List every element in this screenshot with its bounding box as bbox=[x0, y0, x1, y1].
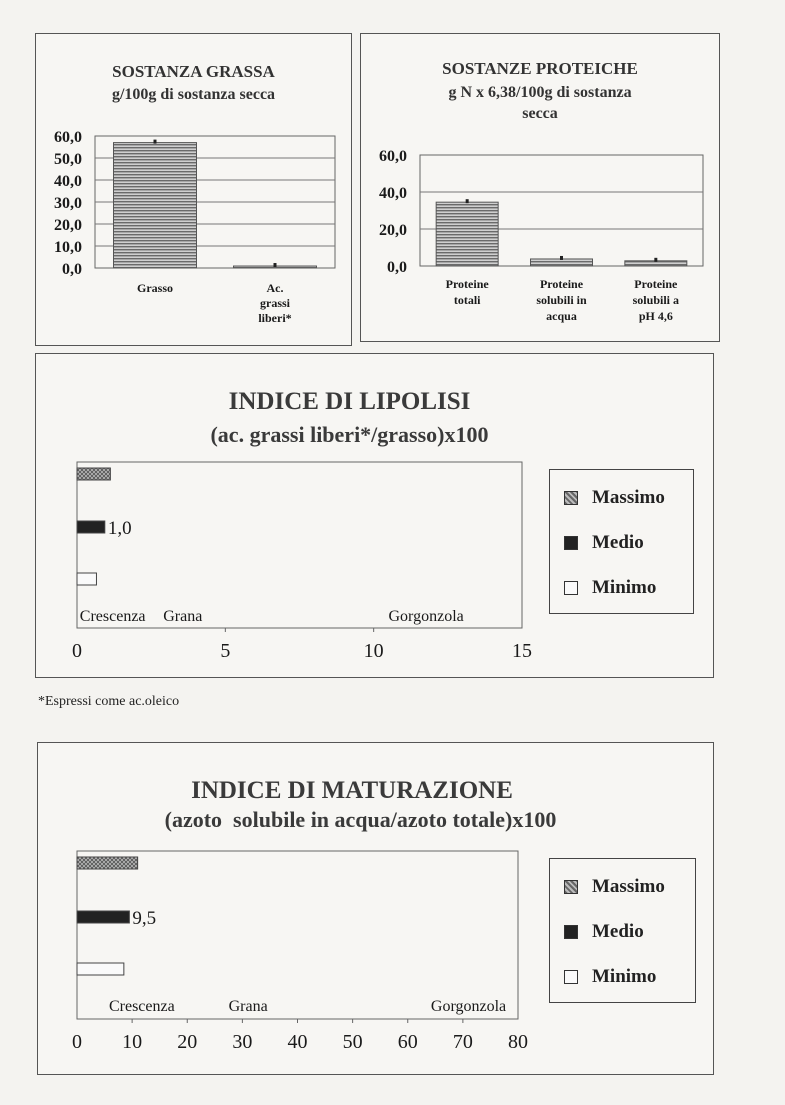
swatch-medio bbox=[564, 925, 578, 939]
legend bbox=[549, 469, 694, 614]
legend-label: Medio bbox=[592, 532, 644, 553]
x-tick-label: 70 bbox=[452, 1031, 473, 1053]
legend-label: Medio bbox=[592, 921, 644, 942]
chart-subtitle: (azoto solubile in acqua/azoto totale)x100 bbox=[164, 807, 557, 832]
y-tick-label: 10,0 bbox=[54, 239, 82, 256]
chart-subtitle: (ac. grassi liberi*/grasso)x100 bbox=[210, 422, 489, 447]
x-tick-label: Ac. bbox=[266, 281, 284, 295]
legend-label: Massimo bbox=[592, 487, 665, 508]
category-annotation: Crescenza bbox=[108, 998, 175, 1015]
legend-label: Massimo bbox=[592, 876, 665, 897]
swatch-massimo bbox=[564, 491, 578, 505]
x-tick-label: Proteine bbox=[445, 277, 489, 291]
y-tick-label: 30,0 bbox=[54, 195, 82, 212]
legend-item-medio bbox=[564, 532, 644, 554]
chart-title: SOSTANZE PROTEICHE bbox=[442, 59, 638, 78]
x-tick-label: 50 bbox=[342, 1031, 363, 1053]
x-tick-label: 20 bbox=[177, 1031, 198, 1053]
chart-panel-indice-lipolisi bbox=[35, 353, 714, 678]
x-tick-label: liberi* bbox=[258, 311, 292, 325]
x-tick-label: solubili a bbox=[632, 293, 680, 307]
y-tick-label: 40,0 bbox=[54, 173, 82, 190]
swatch-medio bbox=[564, 536, 578, 550]
x-tick-label: 10 bbox=[363, 640, 384, 662]
x-tick-label: Proteine bbox=[539, 277, 584, 291]
x-tick-label: solubili in bbox=[536, 293, 587, 307]
x-tick-label: 5 bbox=[220, 640, 231, 662]
x-tick-label: Grasso bbox=[137, 281, 173, 295]
chart-panel-sostanza-grassa bbox=[35, 33, 352, 346]
legend-item-minimo bbox=[564, 577, 656, 599]
x-tick-label: 15 bbox=[512, 640, 532, 662]
swatch-minimo bbox=[564, 581, 578, 595]
x-tick-label: 0 bbox=[72, 640, 82, 662]
legend-label: Minimo bbox=[592, 966, 657, 987]
y-tick-label: 60,0 bbox=[379, 148, 407, 165]
chart-title: SOSTANZA GRASSA bbox=[112, 62, 275, 81]
y-tick-label: 50,0 bbox=[54, 151, 82, 168]
data-label: 9,5 bbox=[132, 908, 157, 929]
category-annotation: Gorgonzola bbox=[430, 998, 507, 1015]
legend-label: Minimo bbox=[592, 577, 657, 598]
legend-item-minimo bbox=[564, 966, 656, 988]
y-tick-label: 20,0 bbox=[379, 222, 407, 239]
legend-item-massimo bbox=[564, 876, 665, 898]
data-label: 1,0 bbox=[107, 518, 132, 539]
legend-item-massimo bbox=[564, 487, 665, 509]
x-tick-label: 80 bbox=[508, 1031, 528, 1053]
x-tick-label: 10 bbox=[122, 1031, 143, 1053]
y-tick-label: 0,0 bbox=[387, 259, 407, 276]
x-tick-label: acqua bbox=[546, 309, 577, 323]
x-tick-label: pH 4,6 bbox=[638, 309, 673, 323]
y-tick-label: 40,0 bbox=[379, 185, 407, 202]
x-tick-label: grassi bbox=[260, 296, 290, 310]
category-annotation: Grana bbox=[163, 608, 203, 625]
chart-panel-indice-maturazione bbox=[37, 742, 714, 1075]
footnote: *Espressi come ac.oleico bbox=[38, 694, 180, 709]
x-tick-label: 0 bbox=[72, 1031, 82, 1053]
chart-panel-sostanze-proteiche bbox=[360, 33, 720, 342]
category-annotation: Crescenza bbox=[79, 608, 146, 625]
x-tick-label: 60 bbox=[397, 1031, 418, 1053]
chart-title: INDICE DI LIPOLISI bbox=[228, 388, 471, 415]
x-tick-label: Proteine bbox=[634, 277, 678, 291]
x-tick-label: 30 bbox=[232, 1031, 253, 1053]
x-tick-label: totali bbox=[453, 293, 481, 307]
swatch-minimo bbox=[564, 970, 578, 984]
swatch-massimo bbox=[564, 880, 578, 894]
category-annotation: Gorgonzola bbox=[388, 608, 464, 625]
legend bbox=[549, 858, 696, 1003]
y-tick-label: 0,0 bbox=[62, 261, 82, 278]
chart-subtitle: g N x 6,38/100g di sostanza secca bbox=[448, 84, 632, 122]
legend-item-medio bbox=[564, 921, 644, 943]
x-tick-label: 40 bbox=[287, 1031, 308, 1053]
category-annotation: Grana bbox=[228, 998, 268, 1015]
chart-subtitle: g/100g di sostanza secca bbox=[111, 86, 276, 103]
chart-title: INDICE DI MATURAZIONE bbox=[191, 777, 513, 804]
y-tick-label: 20,0 bbox=[54, 217, 82, 234]
y-tick-label: 60,0 bbox=[54, 129, 82, 146]
